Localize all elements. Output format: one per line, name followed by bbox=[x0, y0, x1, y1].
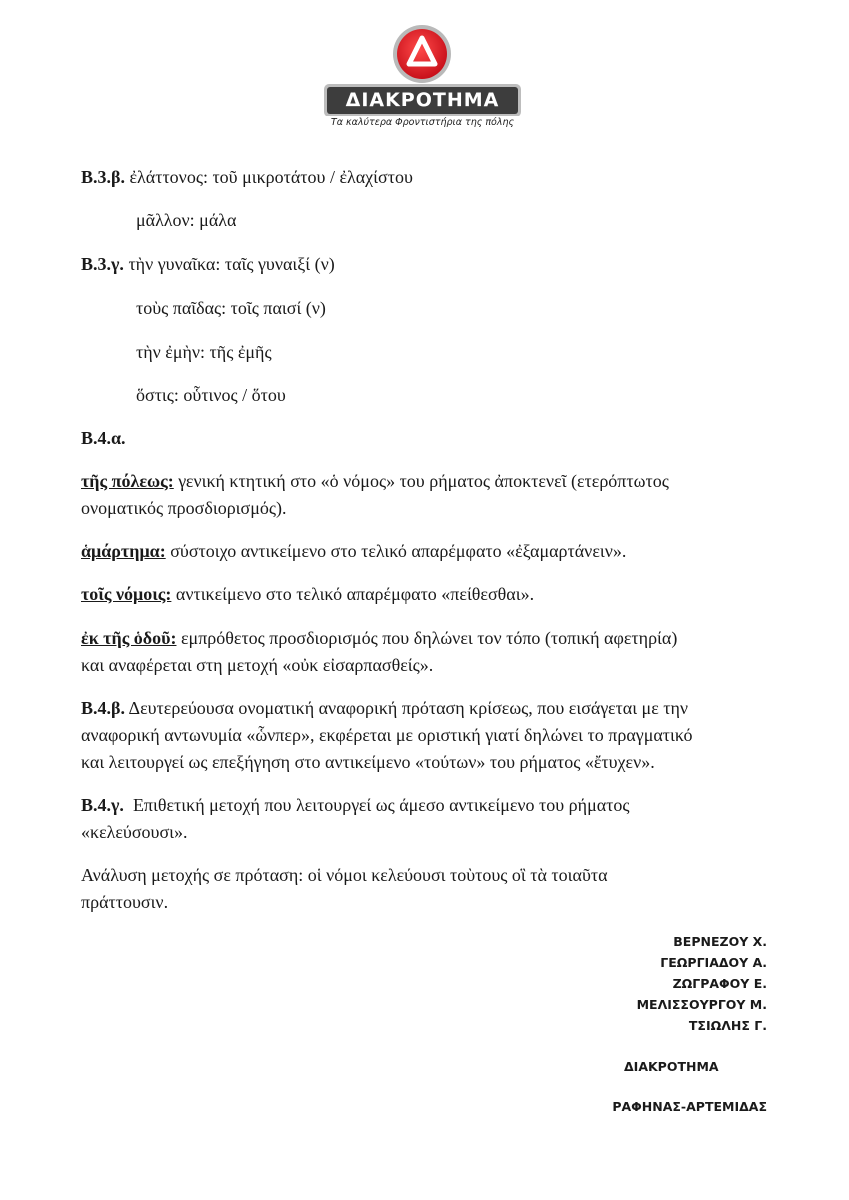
paragraph-analysis-cont bbox=[81, 889, 168, 915]
line-b3b bbox=[81, 164, 413, 190]
line-b3g bbox=[81, 251, 335, 277]
line-text: γενική κτητική στο «ὁ νόμος» του ρήματος ἀποκτενεῖ (ετερόπτωτος bbox=[173, 471, 669, 491]
author-name: ΖΩΓΡΑΦΟΥ Ε. bbox=[672, 976, 767, 991]
section-label: Β.3.β. bbox=[81, 167, 125, 187]
author-name: ΓΕΩΡΓΙΑΔΟΥ Α. bbox=[660, 955, 767, 970]
line-text: πράττουσιν. bbox=[81, 892, 169, 912]
branch-name: ΡΑΦΗΝΑΣ-ΑΡΤΕΜΙΔΑΣ bbox=[612, 1099, 767, 1114]
author-name: ΜΕΛΙΣΣΟΥΡΓΟΥ Μ. bbox=[636, 997, 767, 1012]
line-text: αντικείμενο στο τελικό απαρέμφατο «πείθεσθαι». bbox=[171, 584, 535, 604]
paragraph-amartima bbox=[81, 538, 626, 564]
logo-name: ΔΙΑΚΡΟΤΗΜΑ bbox=[345, 89, 500, 111]
section-label: Β.4.β. bbox=[81, 698, 125, 718]
line-text: τοὺς παῖδας: τοῖς παισί (ν) bbox=[136, 298, 326, 318]
line-text: Ανάλυση μετοχής σε πρόταση: οἱ νόμοι κελεύουσι τοὺτους οἳ τὰ τοιαῦτα bbox=[81, 865, 608, 885]
line-text: μᾶλλον: μάλα bbox=[136, 210, 237, 230]
paragraph-nomois bbox=[81, 581, 534, 607]
paragraph-b4b-cont1 bbox=[81, 722, 693, 748]
paragraph-b4b bbox=[81, 695, 688, 721]
line-mallon bbox=[136, 207, 236, 233]
author-name: ΤΣΙΩΛΗΣ Γ. bbox=[688, 1018, 767, 1033]
line-ostis bbox=[136, 382, 286, 408]
line-paidas bbox=[136, 295, 326, 321]
paragraph-b4g bbox=[81, 792, 630, 818]
line-emin bbox=[136, 339, 272, 365]
organization-name: ΔΙΑΚΡΟΤΗΜΑ bbox=[624, 1059, 719, 1074]
line-text: ἐλάττονος: τοῦ μικροτάτου / ἐλαχίστου bbox=[129, 167, 413, 187]
section-label: Β.4.α. bbox=[81, 428, 126, 448]
line-text: και αναφέρεται στη μετοχή «οὐκ εἰσαρπασθείς». bbox=[81, 655, 434, 675]
paragraph-poleos bbox=[81, 468, 669, 494]
section-label: Β.3.γ. bbox=[81, 254, 124, 274]
paragraph-odou bbox=[81, 625, 677, 651]
line-text: αναφορική αντωνυμία «ὧνπερ», εκφέρεται με οριστική γιατί δηλώνει το πραγματικό bbox=[81, 725, 693, 745]
term: τῆς πόλεως: bbox=[81, 471, 174, 491]
line-text: ονοματικός προσδιορισμός). bbox=[81, 498, 287, 518]
line-text: και λειτουργεί ως επεξήγηση στο αντικείμενο «τούτων» του ρήματος «ἔτυχεν». bbox=[81, 752, 655, 772]
line-text: σύστοιχο αντικείμενο στο τελικό απαρέμφατο «ἐξαμαρτάνειν». bbox=[165, 541, 627, 561]
line-text: Δευτερεύουσα ονοματική αναφορική πρόταση κρίσεως, που εισάγεται με την bbox=[125, 698, 689, 718]
line-text: ὅστις: οὗτινος / ὅτου bbox=[136, 385, 286, 405]
term: τοῖς νόμοις: bbox=[81, 584, 172, 604]
paragraph-odou-cont bbox=[81, 652, 433, 678]
paragraph-analysis bbox=[81, 862, 608, 888]
line-text: τὴν ἐμὴν: τῆς ἐμῆς bbox=[136, 342, 272, 362]
line-b4a bbox=[81, 425, 126, 451]
company-logo bbox=[320, 24, 525, 136]
section-label: Β.4.γ. bbox=[81, 795, 124, 815]
paragraph-poleos-cont bbox=[81, 495, 287, 521]
line-text: «κελεύσουσι». bbox=[81, 822, 188, 842]
paragraph-b4b-cont2 bbox=[81, 749, 655, 775]
term: ἐκ τῆς ὁδοῦ: bbox=[81, 628, 177, 648]
author-name: ΒΕΡΝΕΖΟΥ Χ. bbox=[673, 934, 767, 949]
line-text: εμπρόθετος προσδιορισμός που δηλώνει τον τόπο (τοπική αφετηρία) bbox=[176, 628, 678, 648]
line-text: τὴν γυναῖκα: ταῖς γυναιξί (ν) bbox=[128, 254, 335, 274]
paragraph-b4g-cont bbox=[81, 819, 188, 845]
term: ἁμάρτημα: bbox=[81, 541, 166, 561]
logo-tagline: Τα καλύτερα Φροντιστήρια της πόλης bbox=[330, 117, 515, 128]
line-text: Επιθετική μετοχή που λειτουργεί ως άμεσο αντικείμενο του ρήματος bbox=[123, 795, 630, 815]
